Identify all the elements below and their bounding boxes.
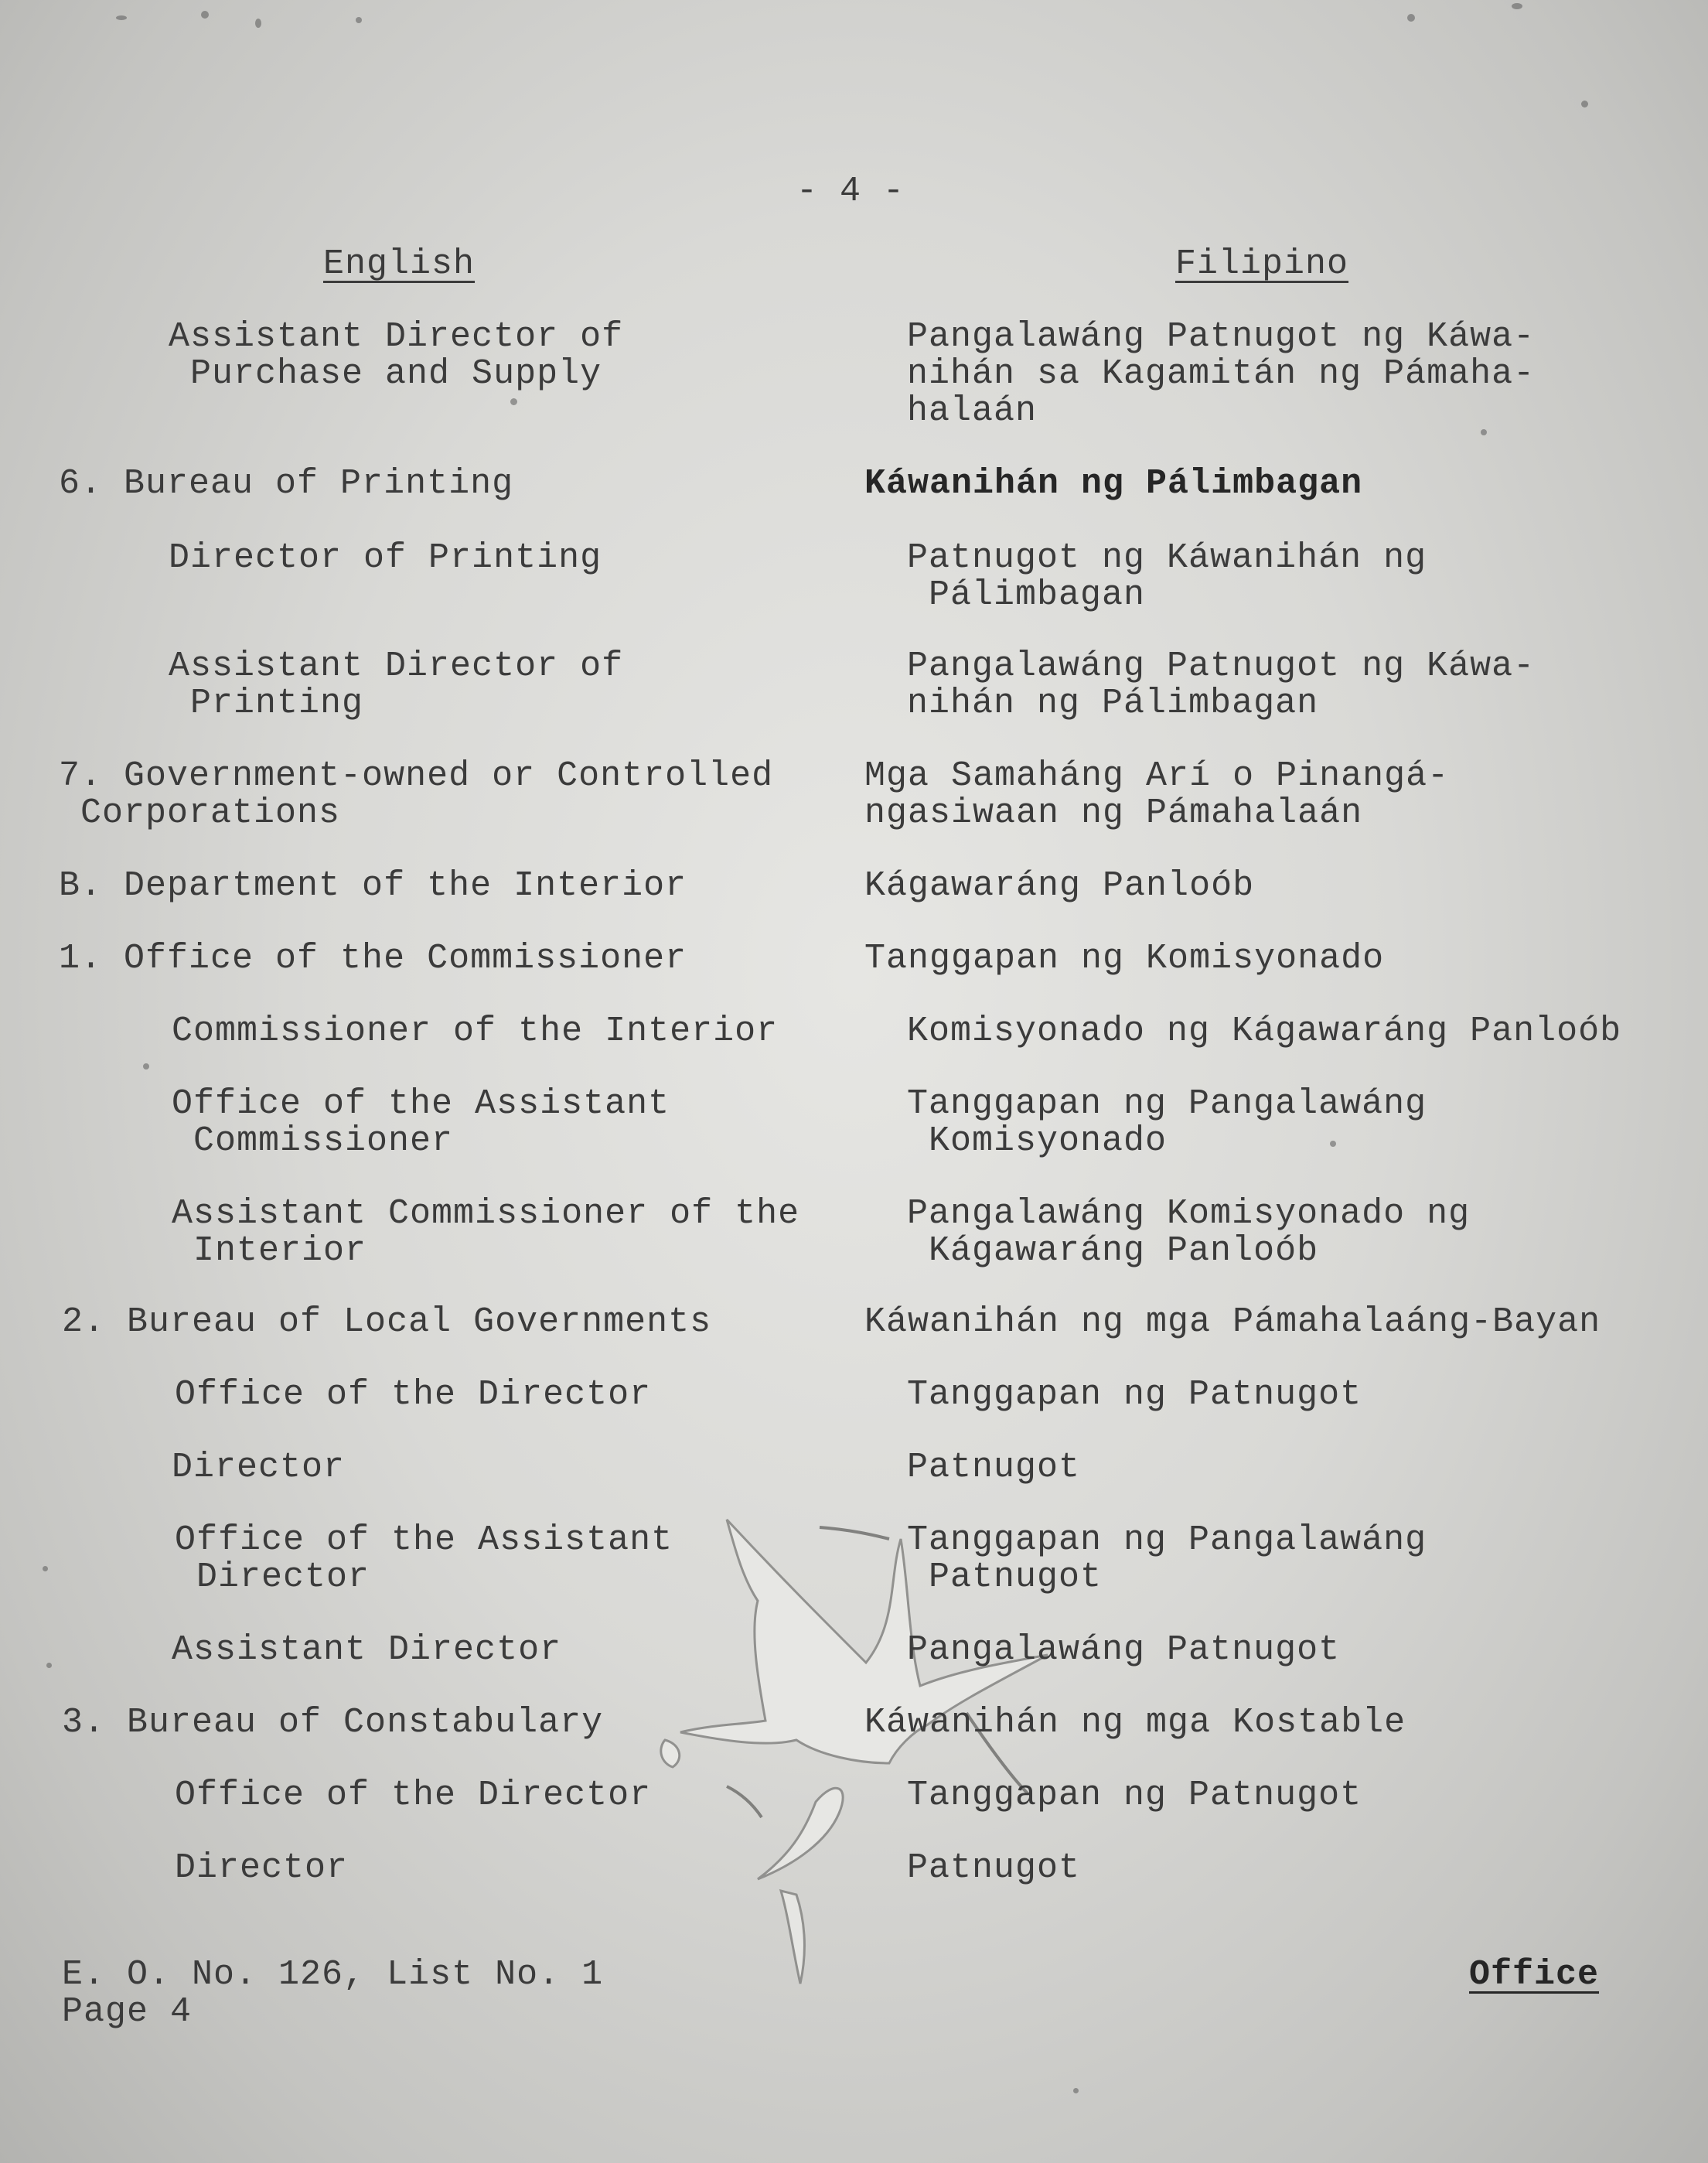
column-header-filipino: Filipino — [1175, 244, 1349, 284]
english-entry: 7. Government-owned or Controlled Corporations — [59, 756, 774, 833]
english-entry: Director — [175, 1848, 349, 1888]
filipino-entry: Tanggapan ng Komisyonado — [864, 939, 1385, 978]
english-entry: 1. Office of the Commissioner — [59, 939, 687, 978]
footer-reference: E. O. No. 126, List No. 1 Page 4 — [62, 1955, 604, 2032]
english-entry: 6. Bureau of Printing — [59, 464, 514, 503]
filipino-entry: Mga Samaháng Arí o Pinangá- ngasiwaan ng Pámahalaán — [864, 756, 1450, 833]
english-entry: Assistant Director of Purchase and Supply — [169, 317, 624, 394]
filipino-entry: Komisyonado ng Kágawaráng Panloób — [907, 1012, 1622, 1051]
filipino-entry: Patnugot — [907, 1448, 1081, 1487]
filipino-entry: Káwanihán ng Pálimbagan — [864, 464, 1363, 503]
english-entry: B. Department of the Interior — [59, 866, 687, 906]
filipino-entry: Pangalawáng Patnugot — [907, 1630, 1341, 1670]
english-entry: Office of the Assistant Commissioner — [172, 1084, 670, 1161]
filipino-entry: Tanggapan ng Pangalawáng Patnugot — [907, 1520, 1427, 1597]
filipino-entry: Pangalawáng Komisyonado ng Kágawaráng Panloób — [907, 1194, 1471, 1271]
english-entry: Director — [172, 1448, 346, 1487]
english-entry: Office of the Assistant Director — [175, 1520, 673, 1597]
english-entry: Assistant Director of Printing — [169, 647, 624, 723]
filipino-entry: Tanggapan ng Patnugot — [907, 1375, 1362, 1414]
filipino-entry: Tanggapan ng Patnugot — [907, 1776, 1362, 1815]
filipino-entry: Tanggapan ng Pangalawáng Komisyonado — [907, 1084, 1427, 1161]
column-header-english: English — [323, 244, 476, 284]
english-entry: Assistant Commissioner of the Interior — [172, 1194, 800, 1271]
filipino-entry: Pangalawáng Patnugot ng Káwa- nihán ng Pálimbagan — [907, 647, 1536, 723]
filipino-entry: Pangalawáng Patnugot ng Káwa- nihán sa Kagamitán ng Pámaha- halaán — [907, 317, 1536, 431]
english-entry: 3. Bureau of Constabulary — [62, 1703, 604, 1742]
filipino-entry: Kágawaráng Panloób — [864, 866, 1255, 906]
filipino-entry: Káwanihán ng mga Pámahalaáng-Bayan — [864, 1302, 1601, 1342]
english-entry: Commissioner of the Interior — [172, 1012, 779, 1051]
english-entry: Assistant Director — [172, 1630, 562, 1670]
english-entry: 2. Bureau of Local Governments — [62, 1302, 712, 1342]
english-entry: Director of Printing — [169, 538, 602, 578]
english-entry: Office of the Director — [175, 1375, 652, 1414]
page-marker: - 4 - — [796, 172, 905, 211]
english-entry: Office of the Director — [175, 1776, 652, 1815]
filipino-entry: Patnugot ng Káwanihán ng Pálimbagan — [907, 538, 1427, 615]
filipino-entry: Káwanihán ng mga Kostable — [864, 1703, 1406, 1742]
footer-continuation: Office — [1469, 1955, 1600, 1994]
filipino-entry: Patnugot — [907, 1848, 1081, 1888]
